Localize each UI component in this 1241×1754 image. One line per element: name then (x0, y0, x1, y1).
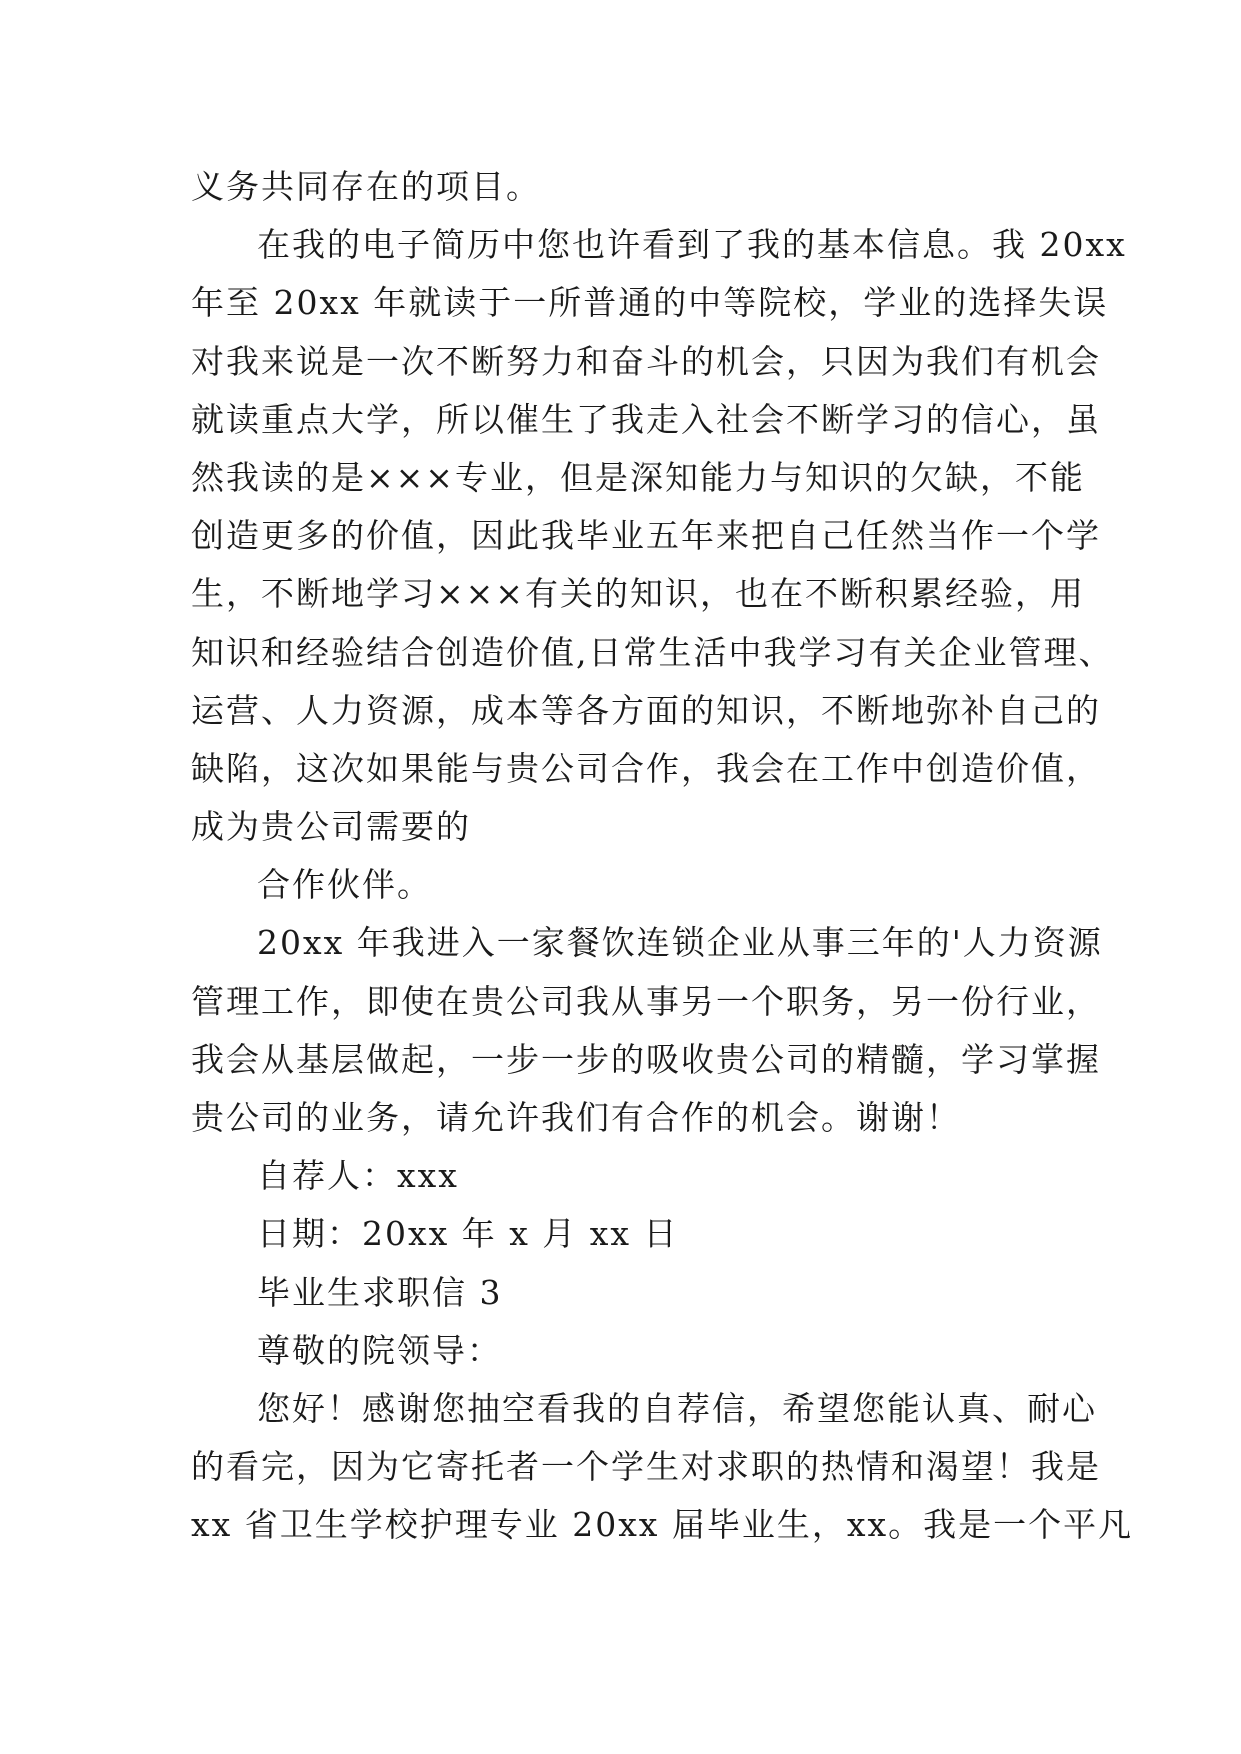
section-title: 毕业生求职信 3 (257, 1272, 503, 1312)
signature-line: 自荐人：xxx (257, 1156, 459, 1196)
salutation: 尊敬的院领导： (257, 1330, 502, 1370)
text-line: xx 省卫生学校护理专业 20xx 届毕业生，xx。我是一个平凡 (191, 1505, 1134, 1545)
text-line: 的看完，因为它寄托者一个学生对求职的热情和渴望！我是 (191, 1447, 1101, 1487)
text-line: 管理工作，即使在贵公司我从事另一个职务，另一份行业， (191, 981, 1101, 1021)
text-line: 缺陷，这次如果能与贵公司合作，我会在工作中创造价值， (191, 748, 1101, 788)
text-line: 然我读的是×××专业，但是深知能力与知识的欠缺，不能 (191, 457, 1085, 497)
text-line: 就读重点大学，所以催生了我走入社会不断学习的信心，虽 (191, 399, 1101, 439)
text-line: 运营、人力资源，成本等各方面的知识，不断地弥补自己的 (191, 690, 1101, 730)
text-line: 年至 20xx 年就读于一所普通的中等院校，学业的选择失误 (191, 283, 1109, 323)
document-body (191, 158, 1134, 1555)
text-line: 对我来说是一次不断努力和奋斗的机会，只因为我们有机会 (191, 341, 1101, 381)
text-line: 创造更多的价值，因此我毕业五年来把自己任然当作一个学 (191, 516, 1101, 556)
text-line: 在我的电子简历中您也许看到了我的基本信息。我 20xx (257, 225, 1127, 265)
date-line: 日期：20xx 年 x 月 xx 日 (257, 1214, 679, 1254)
text-line: 义务共同存在的项目。 (191, 167, 541, 206)
text-line: 成为贵公司需要的 (191, 807, 471, 847)
text-line: 贵公司的业务，请允许我们有合作的机会。谢谢！ (191, 1098, 961, 1137)
text-line: 知识和经验结合创造价值,日常生活中我学习有关企业管理、 (191, 632, 1114, 672)
text-line: 合作伙伴。 (257, 865, 432, 905)
text-line: 20xx 年我进入一家餐饮连锁企业从事三年的'人力资源 (257, 923, 1103, 963)
text-line: 生，不断地学习×××有关的知识，也在不断积累经验，用 (191, 574, 1085, 614)
text-line: 我会从基层做起，一步一步的吸收贵公司的精髓，学习掌握 (191, 1039, 1101, 1079)
text-line: 您好！感谢您抽空看我的自荐信，希望您能认真、耐心 (257, 1388, 1097, 1428)
